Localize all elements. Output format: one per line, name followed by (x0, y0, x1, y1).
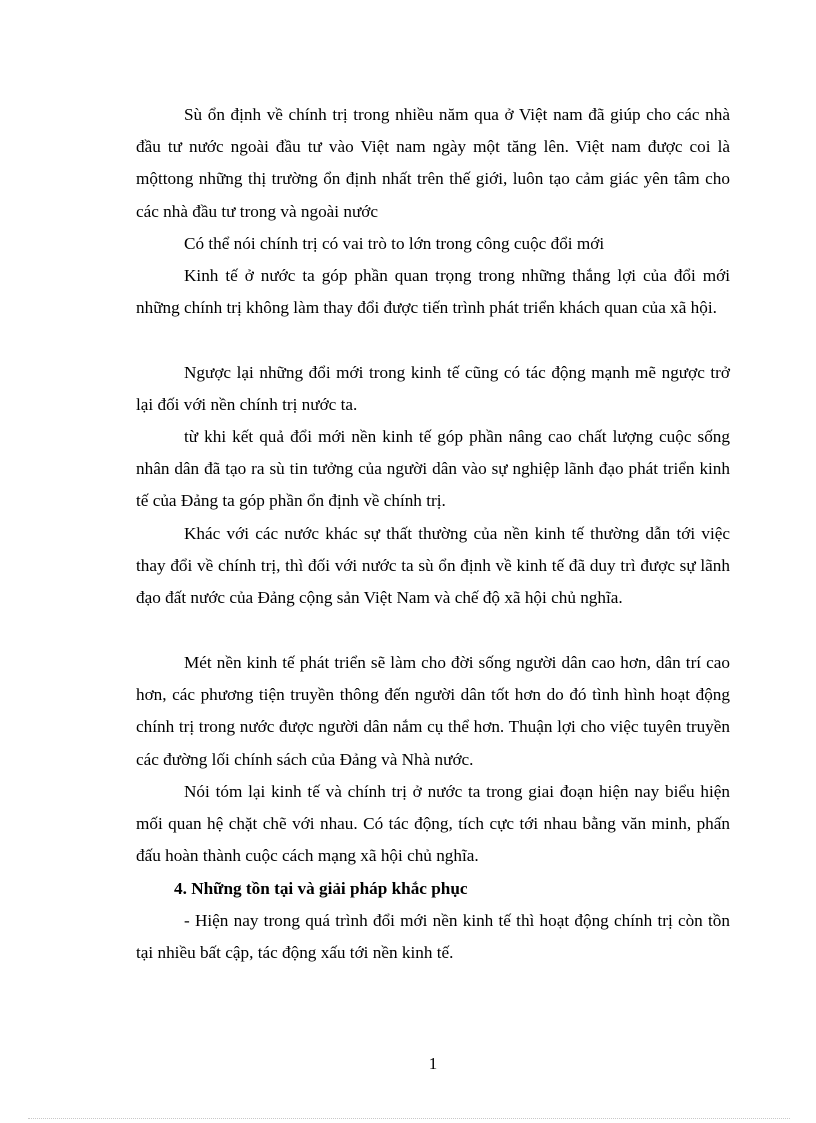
paragraph-7: Mét nền kinh tế phát triển sẽ làm cho đời sống người dân cao hơn, dân trí cao hơn, các phương tiện truyền thông đến người dân tốt hơn do đó tình hình hoạt động chính trị trong nước được người dân nắm cụ thể hơn. Thuận lợi cho việc tuyên truyền các đường lối chính sách của Đảng và Nhà nước. (136, 653, 730, 769)
paragraph-2: Có thể nói chính trị có vai trò to lớn trong công cuộc đổi mới (184, 234, 605, 253)
paragraph-6: Khác với các nước khác sự thất thường của nền kinh tế thường dẫn tới việc thay đổi về chính trị, thì đối với nước ta sù ổn định về kinh tế đã duy trì được sự lãnh đạo đất nước của Đảng cộng sản Việt Nam và chế độ xã hội chủ nghĩa. (136, 524, 730, 608)
paragraph-after-heading: - Hiện nay trong quá trình đổi mới nền kinh tế thì hoạt động chính trị còn tồn tại nhiều bất cập, tác động xấu tới nền kinh tế. (136, 911, 730, 963)
paragraph-3: Kinh tế ở nước ta góp phần quan trọng trong những thắng lợi của đổi mới những chính trị không làm thay đổi được tiến trình phát triển khách quan của xã hội. (136, 266, 730, 318)
page-number: 1 (428, 1054, 438, 1073)
paragraph-8: Nói tóm lại kinh tế và chính trị ở nước ta trong giai đoạn hiện nay biểu hiện mối quan hệ chặt chẽ với nhau. Có tác động, tích cực tới nhau bằng văn minh, phấn đấu hoàn thành cuộc cách mạng xã hội chủ nghĩa. (136, 782, 730, 866)
paragraph-1: Sù ổn định về chính trị trong nhiều năm qua ở Việt nam đã giúp cho các nhà đầu tư nước ngoài đầu tư vào Việt nam ngày một tăng lên. Việt nam được coi là mộttong những thị trường ổn định nhất trên thế giới, luôn tạo cảm giác yên tâm cho các nhà đầu tư trong và ngoài nước (136, 105, 730, 221)
footer-divider (28, 1118, 790, 1119)
paragraph-5: từ khi kết quả đổi mới nền kinh tế góp phần nâng cao chất lượng cuộc sống nhân dân đã tạo ra sù tin tưởng của người dân vào sự nghiệp lãnh đạo phát triển kinh tế của Đảng ta góp phần ổn định về chính trị. (136, 427, 730, 511)
paragraph-4: Ngược lại những đổi mới trong kinh tế cũng có tác động mạnh mẽ ngược trở lại đối với nền chính trị nước ta. (136, 363, 730, 415)
section-heading: 4. Những tồn tại và giải pháp khắc phục (174, 879, 468, 898)
